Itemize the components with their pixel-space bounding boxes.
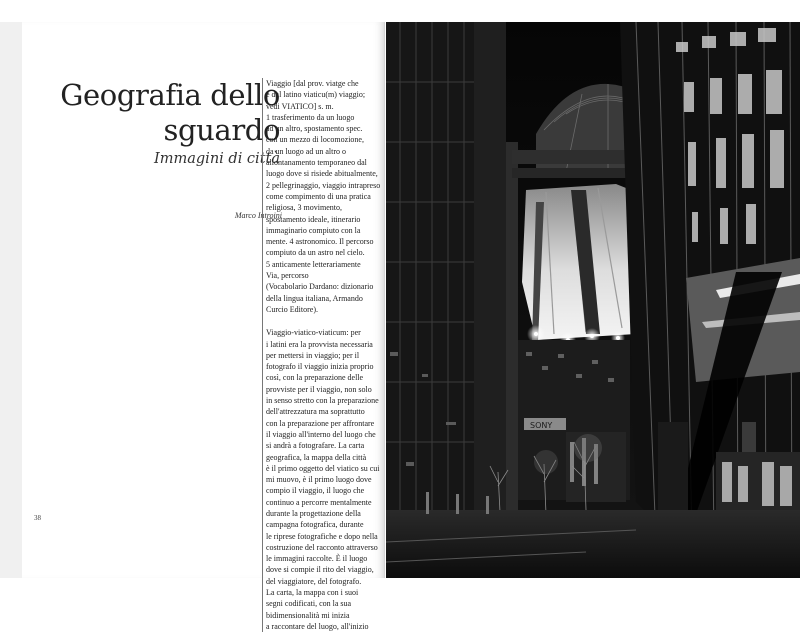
text-line: luogo dove si risiede abitualmente, xyxy=(266,169,378,179)
text-line: Viaggio [dal prov. viatge che xyxy=(266,79,359,88)
body-text-column xyxy=(262,78,391,632)
text-line: geografica, la mappa della città xyxy=(266,452,367,462)
text-line: per mettersi in viaggio; per il xyxy=(266,350,360,360)
right-page-photo xyxy=(386,22,800,578)
text-line: del viaggiatore, del fotografo. xyxy=(266,576,362,586)
text-line: (Vocabolario Dardano: dizionario xyxy=(266,282,374,292)
text-line: le immagini raccolte. È il luogo xyxy=(266,554,368,564)
text-line: e dal latino viaticu(m) viaggio; xyxy=(266,90,366,100)
text-line: è il primo oggetto del viatico su cui xyxy=(266,463,380,473)
text-line: segni codificati, con la sua xyxy=(266,599,352,609)
sony-sign: SONY xyxy=(530,421,553,430)
text-line: così, con la preparazione delle xyxy=(266,373,364,383)
text-line: bidimensionalità mi inizia xyxy=(266,610,350,620)
text-line: dove si compie il rito del viaggio, xyxy=(266,565,374,575)
text-line: allontanamento temporaneo dal xyxy=(266,158,367,168)
text-line: come compimento di una pratica xyxy=(266,191,371,201)
page-title-line2: sguardo xyxy=(163,113,280,147)
text-line: vedi VIATICO] s. m. xyxy=(266,101,334,111)
text-line: i latini era la provvista necessaria xyxy=(266,339,373,349)
text-line: religiosa, 3 movimento, xyxy=(266,203,342,213)
page-edge xyxy=(0,22,22,578)
body-paragraph-2 xyxy=(266,327,391,632)
night-architecture-photo xyxy=(386,22,800,578)
street xyxy=(386,510,800,578)
text-line: a raccontare del luogo, all'inizio xyxy=(266,621,369,631)
text-line: La carta, la mappa con i suoi xyxy=(266,588,359,598)
text-line: 2 pellegrinaggio, viaggio intrapreso xyxy=(266,180,381,190)
text-line: dell'attrezzatura ma soprattutto xyxy=(266,407,365,417)
text-line: 1 trasferimento da un luogo xyxy=(266,112,355,122)
text-line: con un mezzo di locomozione, xyxy=(266,135,364,145)
text-line: ad un altro, spostamento spec. xyxy=(266,124,363,134)
text-line: le riprese fotografiche e dopo nella xyxy=(266,531,378,541)
text-line: 5 anticamente letterariamente xyxy=(266,259,361,269)
text-line: della lingua italiana, Armando xyxy=(266,293,363,303)
text-line: fotografo il viaggio inizia proprio xyxy=(266,362,374,372)
text-line: mi muovo, è il primo luogo dove xyxy=(266,475,372,485)
right-glass-building xyxy=(620,22,800,578)
central-facade xyxy=(518,340,630,502)
left-tower xyxy=(386,22,518,522)
text-line: immaginario compiuto con la xyxy=(266,225,361,235)
text-line: Viaggio-viatico-viaticum: per xyxy=(266,328,361,338)
text-line: mente. 4 astronomico. Il percorso xyxy=(266,237,374,247)
text-line: si andrà a fotografare. La carta xyxy=(266,441,365,451)
page-subtitle: Immagini di città xyxy=(154,151,280,167)
text-line: compiuto da un astro nel cielo. xyxy=(266,248,365,258)
text-line: costruzione del racconto attraverso xyxy=(266,542,378,552)
text-line: campagna fotografica, durante xyxy=(266,520,364,530)
text-line: Via, percorso xyxy=(266,271,309,281)
text-line: in senso stretto con la preparazione xyxy=(266,396,379,406)
paragraph-gap xyxy=(266,315,391,327)
author-name: Marco Introini xyxy=(234,211,282,220)
page-title-line1: Geografia dello xyxy=(60,78,280,112)
title-block xyxy=(52,78,280,169)
text-line: da un luogo ad un altro o xyxy=(266,146,346,156)
text-line: Curcio Editore). xyxy=(266,304,318,314)
text-line: continuo a percorre mentalmente xyxy=(266,497,372,507)
page-number: 38 xyxy=(34,514,41,522)
text-line: con la preparazione per affrontare xyxy=(266,418,375,428)
text-line: durante la progettazione della xyxy=(266,508,361,518)
left-page xyxy=(22,22,385,631)
body-paragraph-1 xyxy=(266,78,391,315)
text-line: il viaggio all'interno del luogo che xyxy=(266,429,376,439)
text-line: spostamento ideale, itinerario xyxy=(266,214,361,224)
text-line: compio il viaggio, il luogo che xyxy=(266,486,365,496)
text-line: provviste per il viaggio, non solo xyxy=(266,384,372,394)
